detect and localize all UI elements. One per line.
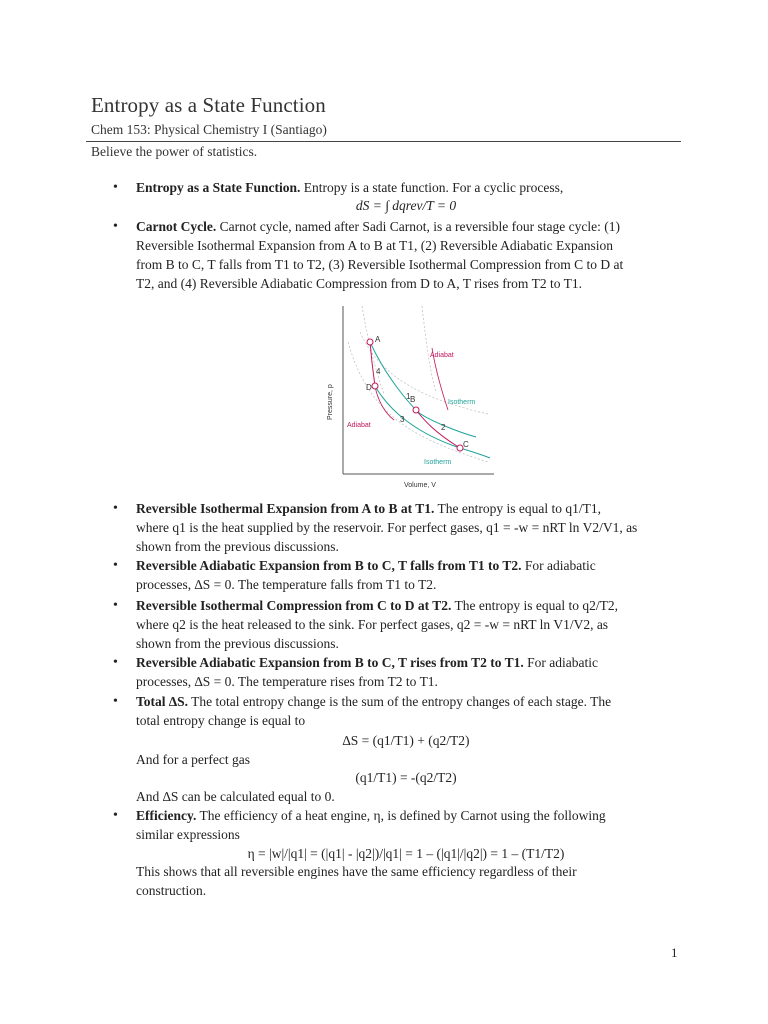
bullet-dot: •	[113, 808, 118, 823]
point-label-c: C	[463, 440, 469, 449]
step-label-2: 2	[441, 423, 446, 432]
efficiency-line-4: construction.	[136, 883, 207, 898]
bullet-entropy-state: Entropy as a State Function. Entropy is a state function. For a cyclic process,	[136, 180, 564, 195]
point-label-d: D	[366, 383, 372, 392]
adiabat-guide-left	[362, 306, 384, 394]
step-label-1: 1	[406, 392, 411, 401]
bullet-adiabatic-expansion: Reversible Adiabatic Expansion from B to C, T falls from T1 to T2. For adiabatic	[136, 558, 596, 573]
point-label-a: A	[375, 335, 381, 344]
adiabat-left	[370, 342, 375, 386]
bullet-dot: •	[113, 501, 118, 516]
state-point-b	[413, 407, 419, 413]
isothermal-compression-line-2: where q2 is the heat released to the sink. For perfect gases, q2 = -w = nRT ln V1/V2, as	[136, 617, 609, 632]
header-rule	[86, 141, 681, 142]
carnot-cycle-diagram	[318, 302, 498, 492]
isotherm-label-bottom: Isotherm	[424, 459, 452, 466]
page-number: 1	[671, 945, 678, 960]
efficiency-line-2: similar expressions	[136, 827, 240, 842]
equation-total-entropy: ∆S = (q1/T1) + (q2/T2)	[342, 733, 470, 748]
page-tagline: Believe the power of statistics.	[91, 144, 258, 159]
adiabat-guide-right	[422, 306, 436, 392]
carnot-line-3: from B to C, T falls from T1 to T2, (3) Reversible Isothermal Compression from C to D at	[136, 257, 624, 272]
step-label-3: 3	[400, 415, 405, 424]
bullet-dot: •	[113, 598, 118, 613]
page-subtitle: Chem 153: Physical Chemistry I (Santiago)	[91, 122, 327, 137]
isothermal-expansion-line-3: shown from the previous discussions.	[136, 539, 339, 554]
page-title: Entropy as a State Function	[91, 93, 326, 117]
equation-cyclic: dS = ∫ dqrev/T = 0	[355, 198, 457, 213]
isothermal-expansion-line-2: where q1 is the heat supplied by the reservoir. For perfect gases, q1 = -w = nRT ln V2/V1, as	[136, 520, 638, 535]
isotherm-label-top: Isotherm	[448, 399, 476, 406]
total-entropy-line-3: And for a perfect gas	[136, 752, 250, 767]
isotherm-upper	[370, 342, 476, 437]
bullet-heading: Entropy as a State Function.	[136, 180, 301, 195]
equation-efficiency: η = |w|/|q1| = (|q1| - |q2|)/|q1| = 1 – (|q1|/|q2|) = 1 – (T1/T2)	[247, 846, 565, 861]
efficiency-line-3: This shows that all reversible engines have the same efficiency regardless of their	[136, 864, 577, 879]
bullet-dot: •	[113, 655, 118, 670]
bullet-dot: •	[113, 219, 118, 234]
step-label-4: 4	[376, 367, 381, 376]
bullet-adiabatic-rise: Reversible Adiabatic Expansion from B to C, T rises from T2 to T1. For adiabatic	[136, 655, 599, 670]
state-point-d	[372, 383, 378, 389]
state-point-a	[367, 339, 373, 345]
bullet-dot: •	[113, 558, 118, 573]
bullet-efficiency: Efficiency. The efficiency of a heat engine, η, is defined by Carnot using the following	[136, 808, 606, 823]
bullet-total-entropy: Total ∆S. The total entropy change is the sum of the entropy changes of each stage. The	[136, 694, 612, 709]
adiabat-label-left: Adiabat	[347, 422, 371, 429]
isotherm-lower	[375, 386, 490, 458]
total-entropy-line-2: total entropy change is equal to	[136, 713, 306, 728]
adiabat-label-top: Adiabat	[430, 352, 454, 359]
carnot-line-2: Reversible Isothermal Expansion from A to B at T1, (2) Reversible Adiabatic Expansion	[136, 238, 614, 253]
x-axis-label: Volume, V	[404, 482, 436, 489]
y-axis-label: Pressure, p	[327, 384, 334, 420]
bullet-dot: •	[113, 694, 118, 709]
total-entropy-line-4: And ∆S can be calculated equal to 0.	[136, 789, 335, 804]
adiabatic-rise-line-2: processes, ∆S = 0. The temperature rises from T2 to T1.	[136, 674, 438, 689]
bullet-isothermal-compression: Reversible Isothermal Compression from C to D at T2. The entropy is equal to q2/T2,	[136, 598, 618, 613]
bullet-dot: •	[113, 180, 118, 195]
carnot-line-4: T2, and (4) Reversible Adiabatic Compression from D to A, T rises from T2 to T1.	[136, 276, 582, 291]
adiabatic-expansion-line-2: processes, ∆S = 0. The temperature falls from T1 to T2.	[136, 577, 437, 592]
equation-perfect-gas: (q1/T1) = -(q2/T2)	[355, 770, 457, 785]
point-label-b: B	[410, 395, 416, 404]
bullet-carnot-cycle: Carnot Cycle. Carnot cycle, named after Sadi Carnot, is a reversible four stage cycle: (1)	[136, 219, 620, 234]
bullet-isothermal-expansion: Reversible Isothermal Expansion from A to B at T1. The entropy is equal to q1/T1,	[136, 501, 601, 516]
isothermal-compression-line-3: shown from the previous discussions.	[136, 636, 339, 651]
